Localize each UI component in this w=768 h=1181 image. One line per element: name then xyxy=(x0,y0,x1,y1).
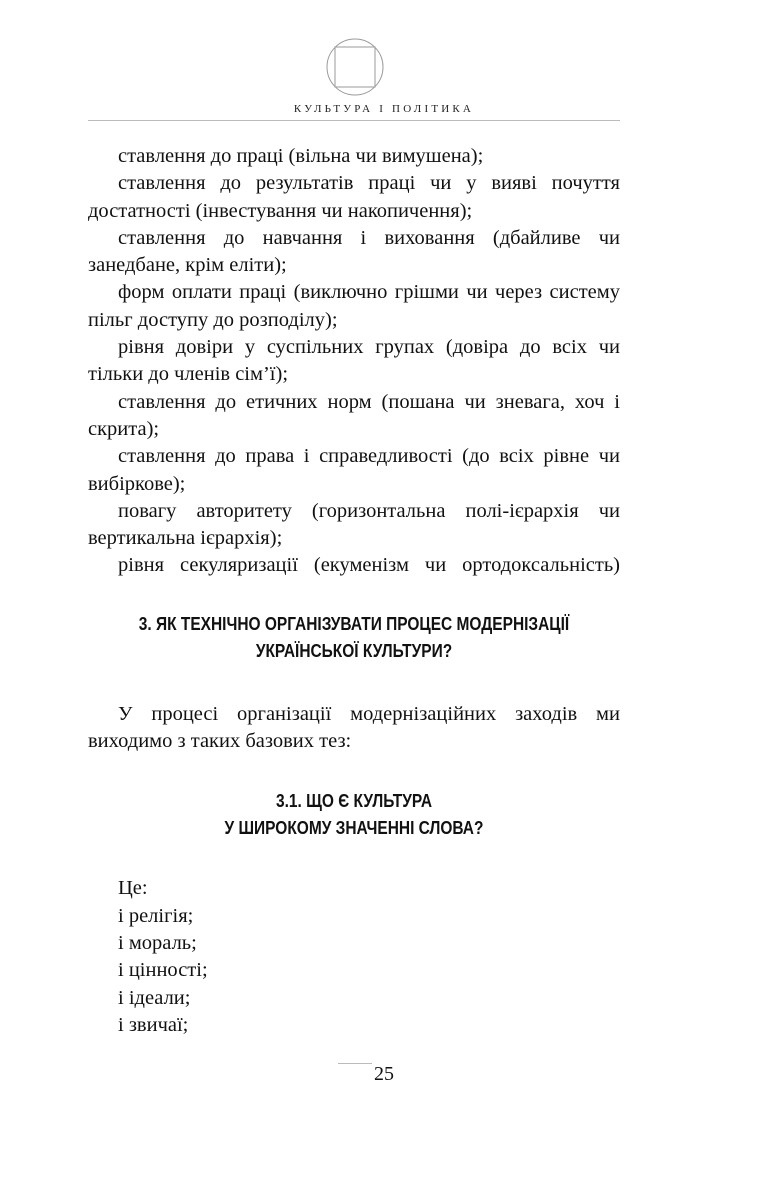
section-heading-line: 3. ЯК ТЕХНІЧНО ОРГАНІЗУВАТИ ПРОЦЕС МОДЕРНІЗАЦІЇ xyxy=(138,613,570,634)
list-item: і релігія; xyxy=(118,904,194,927)
list-item: і звичаї; xyxy=(118,1013,189,1036)
page-body xyxy=(88,143,620,1039)
header-rule xyxy=(88,120,620,121)
list-item: ставлення до праці (вільна чи вимушена); xyxy=(118,145,484,167)
list-item: рівня секуляризації (екуменізм чи ортодоксальність) xyxy=(118,554,620,577)
list-item: і цінності; xyxy=(118,959,208,982)
list-item: і ідеали; xyxy=(118,986,191,1009)
subsection-heading-line: 3.1. ЩО Є КУЛЬТУРА xyxy=(275,791,433,812)
intro-paragraph: У процесі організації модернізаційних заходів ми виходимо з таких базових тез: xyxy=(88,702,620,753)
list-item: повагу авторитету (горизонтальна полі-ієрархія чи вертикальна ієрархія); xyxy=(88,499,620,550)
running-head: КУЛЬТУРА І ПОЛІТИКА xyxy=(293,103,475,115)
list-item: ставлення до навчання і виховання (дбайливе чи занедбане, крім еліти); xyxy=(88,226,620,277)
subsection-heading xyxy=(125,788,583,842)
section-heading-line: УКРАЇНСЬКОЇ КУЛЬТУРИ? xyxy=(255,640,453,661)
list-lead: Це: xyxy=(118,877,148,900)
subsection-heading-line: У ШИРОКОМУ ЗНАЧЕННІ СЛОВА? xyxy=(224,818,484,839)
list-item: і мораль; xyxy=(118,931,197,954)
section-heading xyxy=(125,611,583,665)
list-item: ставлення до результатів праці чи у вияві почуття достатності (інвестування чи накопичення); xyxy=(88,172,620,222)
list-item: ставлення до права і справедливості (до всіх рівне чи вибіркове); xyxy=(88,445,620,495)
page-number: 25 xyxy=(374,1063,394,1085)
list-item: форм оплати праці (виключно грішми чи через систему пільг доступу до розподілу); xyxy=(88,281,620,331)
list-item: рівня довіри у суспільних групах (довіра до всіх чи тільки до членів сім’ї); xyxy=(88,336,620,386)
list-item: ставлення до етичних норм (пошана чи зневага, хоч і скрита); xyxy=(88,390,620,440)
publisher-emblem-icon xyxy=(326,38,384,96)
